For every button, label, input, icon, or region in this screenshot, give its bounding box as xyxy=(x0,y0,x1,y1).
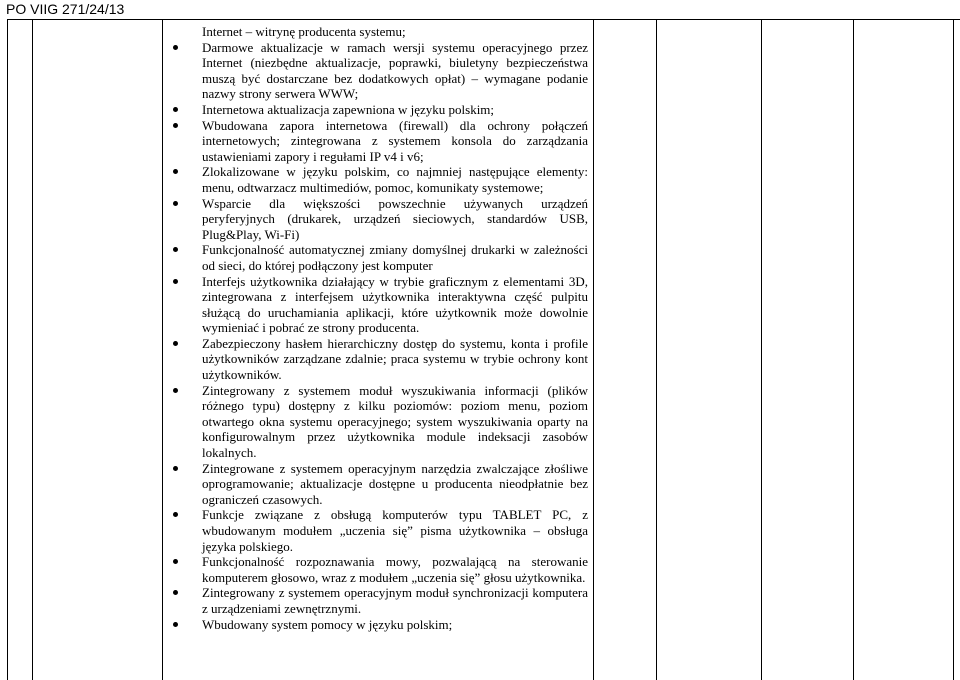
column-divider xyxy=(593,20,594,680)
list-item: Zintegrowany z systemem moduł wyszukiwania informacji (plików różnego typu) dostępny z kilku poziomów: poziom menu, poziom otwartego okna systemu operacyjnego; system wyszukiwania oparty na konfigurowalnym przez użytkownika module indeksacji zasobów lokalnych. xyxy=(168,383,588,461)
list-item: Zlokalizowane w języku polskim, co najmniej następujące elementy: menu, odtwarzacz multimediów, pomoc, komunikaty systemowe; xyxy=(168,164,588,195)
list-item: Interfejs użytkownika działający w trybie graficznym z elementami 3D, zintegrowana z interfejsem użytkownika interaktywna część pulpitu służącą do uruchamiania aplikacji, które użytkownik może dowolnie wymieniać i pobrać ze strony producenta. xyxy=(168,274,588,336)
bullet-icon xyxy=(173,279,178,284)
column-divider xyxy=(761,20,762,680)
column-divider xyxy=(32,20,33,680)
list-item: Wbudowana zapora internetowa (firewall) dla ochrony połączeń internetowych; zintegrowana z systemem konsola do zarządzania ustawieniami zapory i regułami IP v4 i v6; xyxy=(168,118,588,165)
bullet-icon xyxy=(173,622,178,627)
list-item: Zabezpieczony hasłem hierarchiczny dostęp do systemu, konta i profile użytkowników zarządzane zdalnie; praca systemu w trybie ochrony kont użytkowników. xyxy=(168,336,588,383)
bullet-icon xyxy=(173,247,178,252)
bullet-icon xyxy=(173,466,178,471)
column-divider xyxy=(953,20,954,680)
bullet-icon xyxy=(173,107,178,112)
list-item: Zintegrowane z systemem operacyjnym narzędzia zwalczające złośliwe oprogramowanie; aktualizacje dostępne u producenta nieodpłatnie bez ograniczeń czasowych. xyxy=(168,461,588,508)
bullet-icon xyxy=(173,123,178,128)
bullet-icon xyxy=(173,201,178,206)
document-code: PO VIIG 271/24/13 xyxy=(6,1,125,17)
table-border-left xyxy=(7,20,8,680)
column-divider xyxy=(656,20,657,680)
list-item: Zintegrowany z systemem operacyjnym moduł synchronizacji komputera z urządzeniami zewnętrznymi. xyxy=(168,585,588,616)
bullet-icon xyxy=(173,45,178,50)
column-divider xyxy=(853,20,854,680)
bullet-icon xyxy=(173,512,178,517)
bullet-icon xyxy=(173,169,178,174)
bullet-icon xyxy=(173,559,178,564)
column-divider xyxy=(162,20,163,680)
list-item: Internet – witrynę producenta systemu; xyxy=(202,24,406,39)
bullet-icon xyxy=(173,590,178,595)
list-item: Darmowe aktualizacje w ramach wersji systemu operacyjnego przez Internet (niezbędne aktualizacje, poprawki, biuletyny bezpieczeństwa muszą być dostarczane bez dodatkowych opłat) – wymagane podanie nazwy strony serwera WWW; xyxy=(168,40,588,102)
list-item: Internetowa aktualizacja zapewniona w języku polskim; xyxy=(168,102,588,118)
requirements-list xyxy=(168,24,588,632)
bullet-icon xyxy=(173,388,178,393)
list-item: Wbudowany system pomocy w języku polskim; xyxy=(168,617,588,633)
list-item: Funkcjonalność rozpoznawania mowy, pozwalającą na sterowanie komputerem głosowo, wraz z modułem „uczenia się” głosu użytkownika. xyxy=(168,554,588,585)
requirements-cell xyxy=(168,24,588,632)
list-item: Funkcjonalność automatycznej zmiany domyślnej drukarki w zależności od sieci, do której podłączony jest komputer xyxy=(168,242,588,273)
list-item: Wsparcie dla większości powszechnie używanych urządzeń peryferyjnych (drukarek, urządzeń sieciowych, standardów USB, Plug&Play, Wi-Fi) xyxy=(168,196,588,243)
list-item: Funkcje związane z obsługą komputerów typu TABLET PC, z wbudowanym modułem „uczenia się” pisma użytkownika – obsługa języka polskiego. xyxy=(168,507,588,554)
bullet-icon xyxy=(173,341,178,346)
